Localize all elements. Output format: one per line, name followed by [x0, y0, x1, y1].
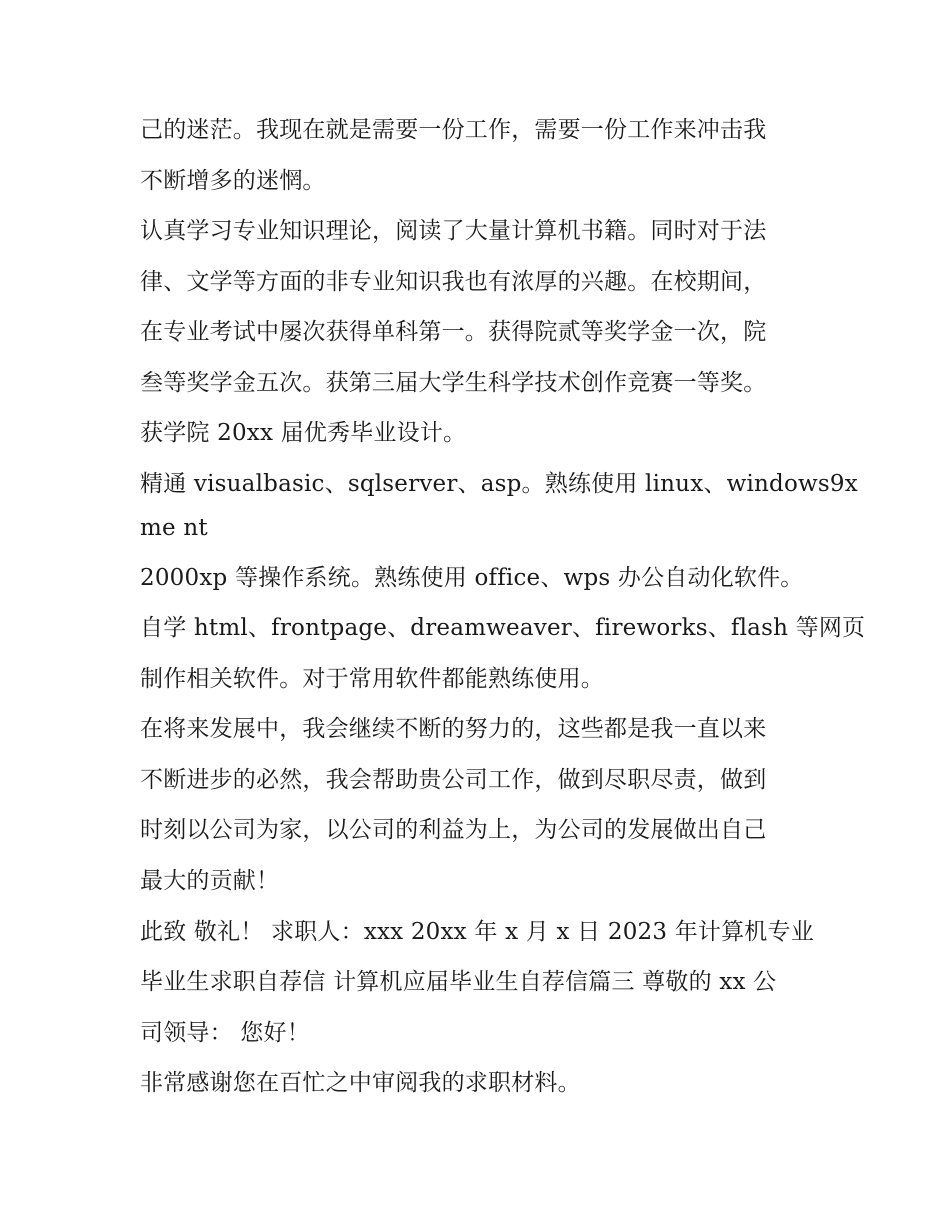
text-line: 此致 敬礼！ 求职人：xxx 20xx 年 x 月 x 日 2023 年计算机专业: [140, 919, 814, 945]
text-line: 司领导： 您好！: [140, 1020, 310, 1046]
text-line: 时刻以公司为家，以公司的利益为上，为公司的发展做出自己: [140, 817, 767, 843]
text-line: 在将来发展中，我会继续不断的努力的，这些都是我一直以来: [140, 716, 767, 742]
text-line: 2000xp 等操作系统。熟练使用 office、wps 办公自动化软件。: [140, 565, 804, 591]
text-line: me nt: [140, 515, 208, 541]
text-line: 最大的贡献！: [140, 868, 280, 894]
text-line: 不断进步的必然，我会帮助贵公司工作，做到尽职尽责，做到: [140, 767, 767, 793]
text-line: 毕业生求职自荐信 计算机应届毕业生自荐信篇三 尊敬的 xx 公: [140, 969, 777, 995]
text-line: 不断增多的迷惘。: [140, 168, 326, 194]
text-line: 在专业考试中屡次获得单科第一。获得院贰等奖学金一次，院: [140, 319, 767, 345]
text-line: 己的迷茫。我现在就是需要一份工作，需要一份工作来冲击我: [140, 117, 767, 143]
text-line: 获学院 20xx 届优秀毕业设计。: [140, 420, 467, 446]
text-line: 制作相关软件。对于常用软件都能熟练使用。: [140, 666, 604, 692]
text-line: 自学 html、frontpage、dreamweaver、fireworks、flash 等网页: [140, 615, 866, 641]
text-line: 律、文学等方面的非专业知识我也有浓厚的兴趣。在校期间，: [140, 269, 767, 295]
text-line: 认真学习专业知识理论，阅读了大量计算机书籍。同时对于法: [140, 218, 767, 244]
text-line: 叁等奖学金五次。获第三届大学生科学技术创作竞赛一等奖。: [140, 370, 767, 396]
text-line: 精通 visualbasic、sqlserver、asp。熟练使用 linux、windows9x: [140, 471, 858, 497]
text-line: 非常感谢您在百忙之中审阅我的求职材料。: [140, 1070, 581, 1096]
